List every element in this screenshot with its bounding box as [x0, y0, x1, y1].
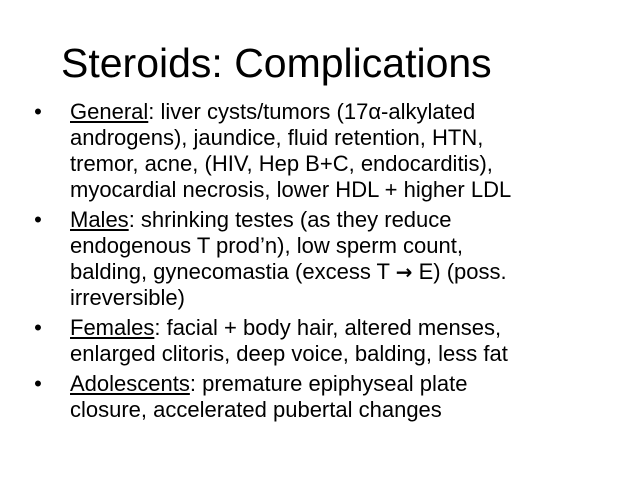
bullet-line: enlarged clitoris, deep voice, balding, less fat: [70, 341, 508, 366]
bullet-term: General: [70, 99, 149, 124]
bullet-mark: •: [34, 371, 42, 396]
bullet-general: [28, 99, 628, 203]
bullet-adolescents: [28, 371, 628, 423]
bullet-text: : shrinking testes (as they reduce: [128, 207, 452, 232]
bullet-text: : facial + body hair, altered menses,: [154, 315, 502, 340]
right-arrow-icon: →: [395, 260, 413, 284]
bullet-list: [28, 99, 628, 427]
bullet-line: closure, accelerated pubertal changes: [70, 397, 442, 422]
bullet-line: endogenous T prod’n), low sperm count,: [70, 233, 463, 258]
bullet-text: : premature epiphyseal plate: [189, 371, 468, 396]
bullet-text: : liver cysts/tumors (17α-alkylated: [148, 99, 476, 124]
bullet-line: tremor, acne, (HIV, Hep B+C, endocarditis),: [70, 151, 493, 176]
bullet-line: androgens), jaundice, fluid retention, HTN,: [70, 125, 484, 150]
bullet-line: [70, 371, 628, 397]
bullet-line: [70, 99, 628, 125]
bullet-line: [70, 207, 628, 233]
slide-title: Steroids: Complications: [61, 40, 492, 86]
bullet-mark: •: [34, 315, 42, 340]
bullet-term: Adolescents: [70, 371, 190, 396]
bullet-term: Males: [70, 207, 129, 232]
bullet-mark: •: [34, 207, 42, 232]
bullet-line: [70, 259, 628, 285]
bullet-females: [28, 315, 628, 367]
bullet-line: myocardial necrosis, lower HDL + higher LDL: [70, 177, 512, 202]
bullet-term: Females: [70, 315, 155, 340]
bullet-text: E) (poss.: [412, 259, 507, 284]
bullet-males: [28, 207, 628, 311]
bullet-mark: •: [34, 99, 42, 124]
bullet-text: balding, gynecomastia (excess T: [70, 259, 396, 284]
bullet-line: [70, 315, 628, 341]
bullet-line: irreversible): [70, 285, 185, 310]
